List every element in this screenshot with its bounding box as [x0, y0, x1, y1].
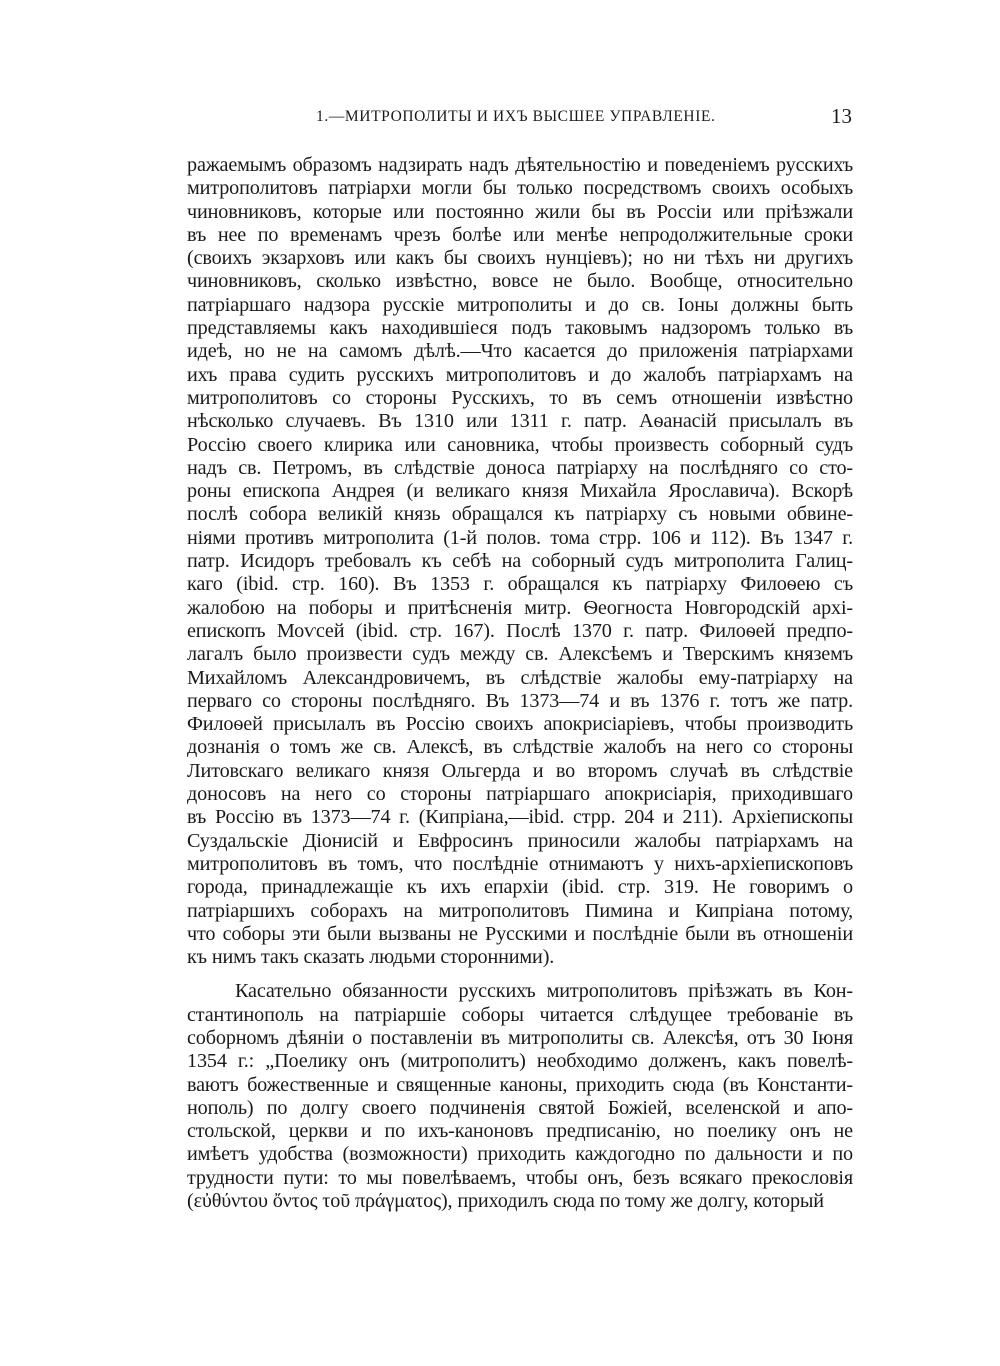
running-head: 1.—МИТРОПОЛИТЫ И ИХЪ ВЫСШЕЕ УПРАВЛЕНІЕ.: [316, 108, 716, 125]
text-line: стантинополь на патріаршіе соборы читается слѣдущее требованіе въ: [187, 1003, 853, 1026]
text-line: Михайломъ Александровичемъ, въ слѣдствіе жалобы ему-патріарху на: [187, 666, 853, 689]
text-line: стольской, церкви и по ихъ-каноновъ предписанію, но поелику онъ не: [187, 1120, 853, 1143]
paragraph-gap: [187, 969, 853, 980]
body-text: [187, 154, 853, 1213]
text-line: Суздальскіе Діонисій и Евфросинъ приносили жалобы патріархамъ на: [187, 829, 853, 852]
text-line: нополь) по долгу своего подчиненія святой Божіей, вселенской и апо-: [187, 1096, 853, 1119]
text-line: въ нее по временамъ чрезъ болѣе или менѣе непродолжительные сроки: [187, 223, 853, 246]
text-line: Литовскаго великаго князя Ольгерда и во второмъ случаѣ въ слѣдствіе: [187, 759, 853, 782]
text-line: имѣетъ удобства (возможности) приходить каждогодно по дальности и по: [187, 1143, 853, 1166]
text-line: ваютъ божественные и священные каноны, приходить сюда (въ Константи-: [187, 1073, 853, 1096]
text-line: патріаршихъ соборахъ на митрополитовъ Пимина и Кипріана потому,: [187, 899, 853, 922]
text-line: дознанія о томъ же св. Алексѣ, въ слѣдствіе жалобъ на него со стороны: [187, 736, 853, 759]
page-number: 13: [831, 104, 852, 128]
text-line: къ нимъ такъ сказать людьми сторонними).: [187, 946, 555, 969]
text-line: нѣсколько случаевъ. Въ 1310 или 1311 г. патр. Аѳанасій присылалъ въ: [187, 410, 853, 433]
text-line: соборномъ дѣяніи о поставленіи въ митрополиты св. Алексѣя, отъ 30 Іюня: [187, 1026, 853, 1049]
text-line: роны епископа Андрея (и великаго князя Михайла Ярославича). Вскорѣ: [187, 480, 853, 503]
text-line: жалобою на поборы и притѣсненія митр. Ѳеогноста Новгородскій архі-: [187, 596, 853, 619]
text-line: митрополитовъ въ томъ, что послѣдніе отнимаютъ у нихъ-архіепископовъ: [187, 852, 853, 875]
text-line: 1354 г.: „Поелику онъ (митрополитъ) необходимо долженъ, какъ повелѣ-: [187, 1050, 853, 1073]
text-line: доносовъ на него со стороны патріаршаго апокрисіарія, приходившаго: [187, 783, 853, 806]
text-line: въ Россію въ 1373—74 г. (Кипріана,—ibid. стрр. 204 и 211). Архіепископы: [187, 806, 853, 829]
text-line: послѣ собора великій князь обращался къ патріарху съ новыми обвине-: [187, 503, 853, 526]
text-line: епископъ Моѵсей (ibid. стр. 167). Послѣ 1370 г. патр. Филоѳей предпо-: [187, 619, 853, 642]
text-line: чиновниковъ, которые или постоянно жили бы въ Россіи или пріѣзжали: [187, 200, 853, 223]
paragraph: [187, 980, 853, 1213]
text-line: Россію своего клирика или сановника, чтобы произвесть соборный судъ: [187, 433, 853, 456]
text-line: каго (ibid. стр. 160). Въ 1353 г. обращался къ патріарху Филоѳею съ: [187, 573, 853, 596]
text-line: идеѣ, но не на самомъ дѣлѣ.—Что касается до приложенія патріархами: [187, 340, 853, 363]
text-line: патріаршаго надзора русскіе митрополиты и до св. Іоны должны быть: [187, 293, 853, 316]
text-line: ражаемымъ образомъ надзирать надъ дѣятельностію и поведеніемъ русскихъ: [187, 154, 853, 176]
text-line: лагалъ было произвести судъ между св. Алексѣемъ и Тверскимъ княземъ: [187, 643, 853, 666]
text-line: Филоѳей присылалъ въ Россію своихъ апокрисіаріевъ, чтобы производить: [187, 713, 853, 736]
text-line: митрополитовъ со стороны Русскихъ, то въ семъ отношеніи извѣстно: [187, 386, 853, 409]
text-line: представляемы какъ находившіеся подъ таковымъ надзоромъ только въ: [187, 317, 853, 340]
text-line: трудности пути: то мы повелѣваемъ, чтобы онъ, безъ всякаго прекословія: [187, 1166, 853, 1189]
text-line: (своихъ экзарховъ или какъ бы своихъ нунціевъ); но ни тѣхъ ни другихъ: [187, 247, 853, 270]
text-line: ніями противъ митрополита (1-й полов. тома стрр. 106 и 112). Въ 1347 г.: [187, 526, 853, 549]
text-line: города, принадлежащіе къ ихъ епархіи (ibid. стр. 319. Не говоримъ о: [187, 876, 853, 899]
text-line: (εὐθύντου ὄντος τοῦ πράγματος), приходилъ сюда по тому же долгу, который: [187, 1190, 824, 1213]
paragraph: [187, 154, 853, 969]
page-header: [188, 104, 852, 134]
text-line: чиновниковъ, сколько извѣстно, вовсе не было. Вообще, относительно: [187, 270, 853, 293]
text-line: что соборы эти были вызваны не Русскими и послѣдніе были въ отношеніи: [187, 922, 853, 945]
text-line: патр. Исидоръ требовалъ къ себѣ на соборный судъ митрополита Галиц-: [187, 550, 853, 573]
text-line: Касательно обязанности русскихъ митрополитовъ пріѣзжать въ Кон-: [235, 980, 853, 1003]
text-line: митрополитовъ патріархи могли бы только посредствомъ своихъ особыхъ: [187, 177, 853, 200]
text-line: перваго со стороны послѣдняго. Въ 1373—74 и въ 1376 г. тотъ же патр.: [187, 689, 853, 712]
text-line: надъ св. Петромъ, въ слѣдствіе доноса патріарху на послѣдняго со сто-: [187, 456, 853, 479]
text-line: ихъ права судить русскихъ митрополитовъ и до жалобъ патріархамъ на: [187, 363, 853, 386]
